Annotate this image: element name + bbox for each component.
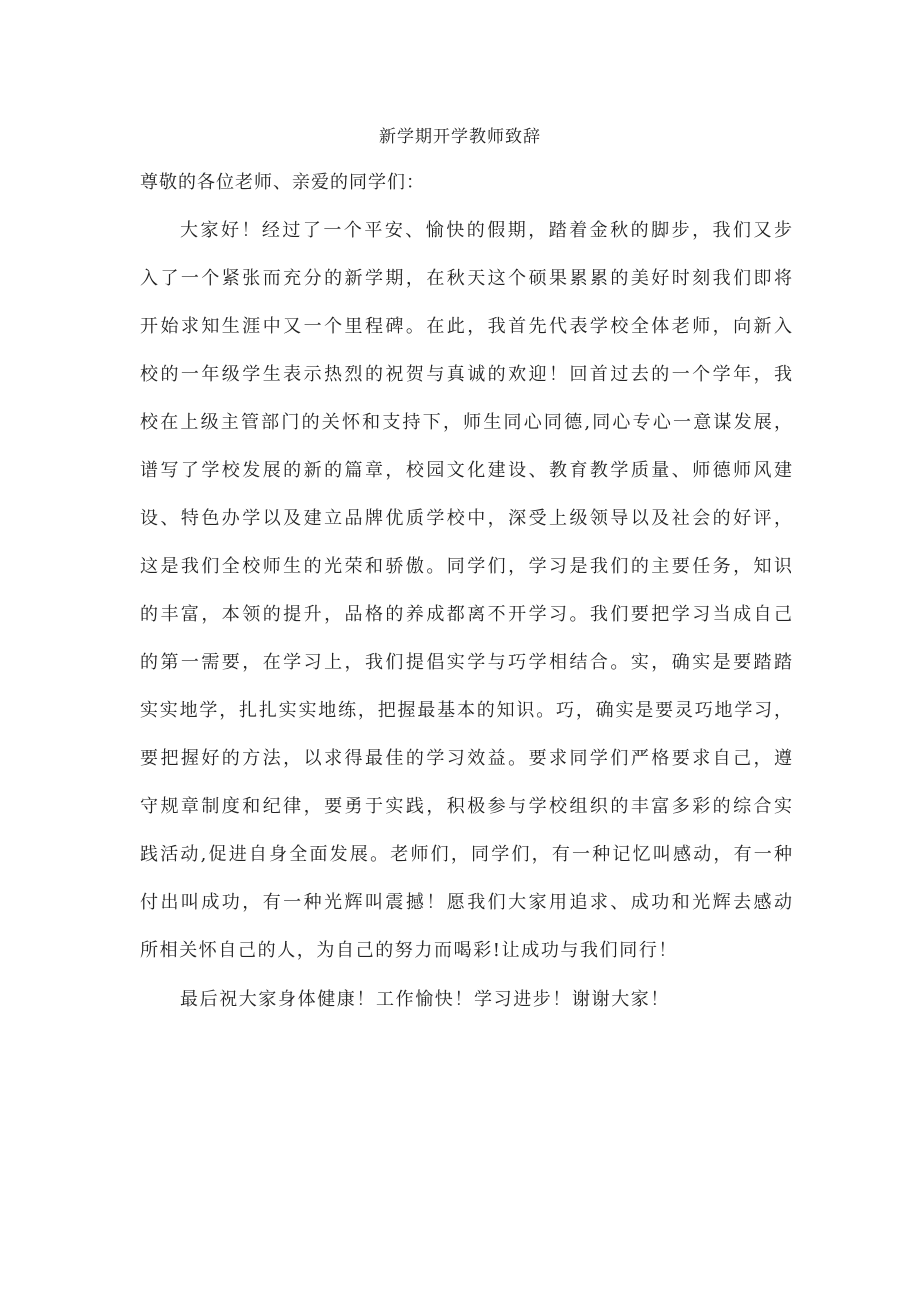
paragraph-line: 谱写了学校发展的新的篇章，校园文化建设、教育教学质量、师德师风建 — [140, 460, 792, 481]
paragraph-line: 开始求知生涯中又一个里程碑。在此，我首先代表学校全体老师，向新入 — [140, 316, 792, 337]
paragraph-line: 付出叫成功，有一种光辉叫震撼！愿我们大家用追求、成功和光辉去感动 — [140, 892, 792, 913]
paragraph-line: 设、特色办学以及建立品牌优质学校中，深受上级领导以及社会的好评， — [140, 508, 792, 529]
paragraph-line: 入了一个紧张而充分的新学期，在秋天这个硕果累累的美好时刻我们即将 — [140, 268, 792, 289]
paragraph-line: 的第一需要，在学习上，我们提倡实学与巧学相结合。实，确实是要踏踏 — [140, 652, 792, 673]
paragraph-line: 守规章制度和纪律，要勇于实践，积极参与学校组织的丰富多彩的综合实 — [140, 796, 792, 817]
paragraph-line: 校在上级主管部门的关怀和支持下，师生同心同德,同心专心一意谋发展， — [140, 412, 792, 433]
paragraph-line: 大家好！经过了一个平安、愉快的假期，踏着金秋的脚步，我们又步 — [180, 220, 792, 241]
closing-line: 最后祝大家身体健康！工作愉快！学习进步！谢谢大家！ — [180, 989, 670, 1010]
document-title: 新学期开学教师致辞 — [379, 127, 541, 147]
paragraph-line: 校的一年级学生表示热烈的祝贺与真诚的欢迎！回首过去的一个学年，我 — [140, 364, 792, 385]
paragraph-line: 所相关怀自己的人，为自己的努力而喝彩!让成功与我们同行！ — [140, 940, 679, 961]
paragraph-line: 实实地学，扎扎实实地练，把握最基本的知识。巧，确实是要灵巧地学习， — [140, 700, 792, 721]
salutation: 尊敬的各位老师、亲爱的同学们： — [140, 172, 425, 193]
paragraph-line: 践活动,促进自身全面发展。老师们，同学们，有一种记忆叫感动，有一种 — [140, 844, 792, 865]
paragraph-line: 要把握好的方法，以求得最佳的学习效益。要求同学们严格要求自己，遵 — [140, 748, 792, 769]
paragraph-line: 这是我们全校师生的光荣和骄傲。同学们，学习是我们的主要任务，知识 — [140, 556, 792, 577]
paragraph-line: 的丰富，本领的提升，品格的养成都离不开学习。我们要把学习当成自己 — [140, 604, 792, 625]
